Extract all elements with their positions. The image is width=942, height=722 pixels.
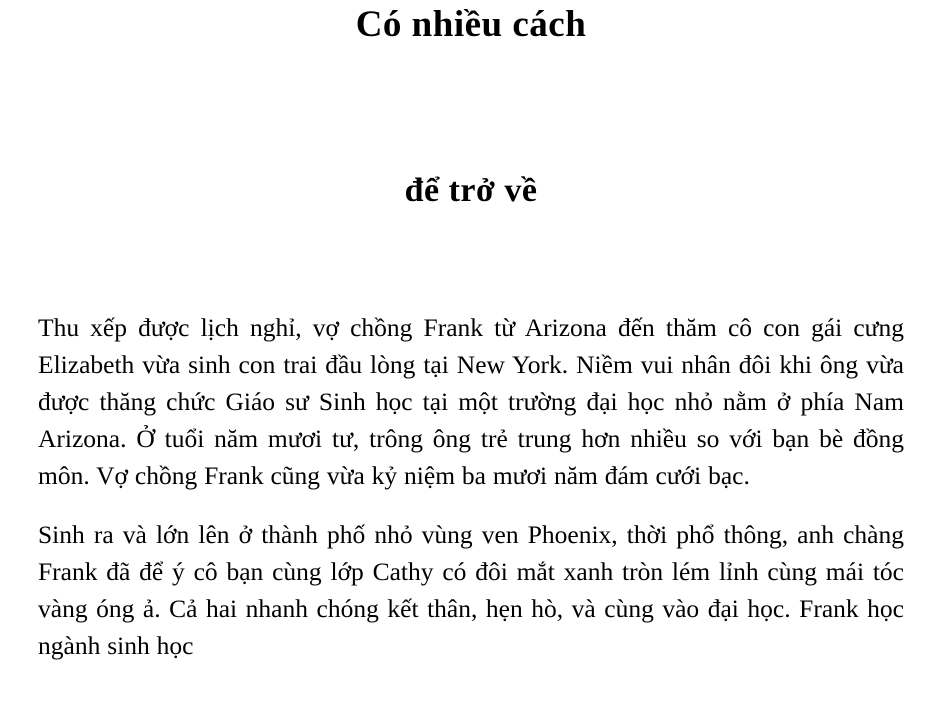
document-body: [38, 213, 904, 664]
body-paragraph: Sinh ra và lớn lên ở thành phố nhỏ vùng ven Phoenix, thời phổ thông, anh chàng Frank đã để ý cô bạn cùng lớp Cathy có đôi mắt xanh tròn lém lỉnh cùng mái tóc vàng óng ả. Cả hai nhanh chóng kết thân, hẹn hò, và cùng vào đại học. Frank học ngành sinh học: [38, 519, 904, 660]
document-title: Có nhiều cách: [355, 4, 587, 45]
body-paragraph: Thu xếp được lịch nghỉ, vợ chồng Frank từ Arizona đến thăm cô con gái cưng Elizabeth vừa sinh con trai đầu lòng tại New York. Niềm vui nhân đôi khi ông vừa được thăng chức Giáo sư Sinh học tại một trường đại học nhỏ nằm ở phía Nam Arizona. Ở tuổi năm mươi tư, trông ông trẻ trung hơn nhiều so với bạn bè đồng môn. Vợ chồng Frank cũng vừa kỷ niệm ba mươi năm đám cưới bạc.: [38, 312, 904, 490]
document-subtitle: để trở về: [404, 172, 538, 210]
